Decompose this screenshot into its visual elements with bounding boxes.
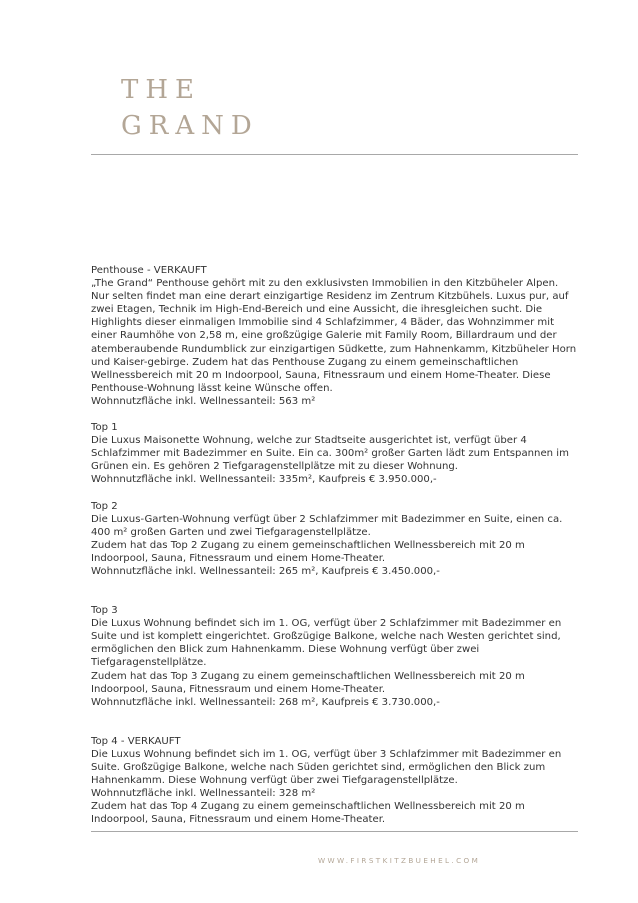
section-top-3 [91,604,578,709]
section-heading: Top 1 [91,422,118,434]
property-listing-text [91,264,578,826]
section-area-price: Wohnnutzfläche inkl. Wellnessanteil: 335m², Kaufpreis € 3.950.000,- [91,474,437,486]
website-url[interactable]: WWW.FIRSTKITZBUEHEL.COM [318,856,481,865]
section-paragraph: Zudem hat das Top 2 Zugang zu einem gemeinschaftlichen Wellnessbereich mit 20 m Indoorpool, Sauna, Fitnessraum und einem Home-Theater. [91,539,525,564]
section-area: Wohnnutzfläche inkl. Wellnessanteil: 328 m² [91,788,316,800]
section-paragraph: Die Luxus Wohnung befindet sich im 1. OG, verfügt über 2 Schlafzimmer mit Badezimmer en Suite und ist komplett eingerichtet. Großzügige Balkone, welche nach Westen gerichtet sind, ermöglichen den Blick zum Hahnenkamm. Diese Wohnung verfügt über zwei Tiefgaragenstellplätze. [91,618,562,669]
section-paragraph: Die Luxus Maisonette Wohnung, welche zur Stadtseite ausgerichtet ist, verfügt über 4 Schlafzimmer mit Badezimmer en Suite. Ein ca. 300m² großer Garten lädt zum Entspannen im Grünen ein. Es gehören 2 Tiefgaragenstellplätze mit zu dieser Wohnung. [91,435,569,473]
footer-divider [91,831,578,832]
section-paragraph: Zudem hat das Top 3 Zugang zu einem gemeinschaftlichen Wellnessbereich mit 20 m Indoorpool, Sauna, Fitnessraum und einem Home-Theater. [91,670,525,695]
section-heading: Top 4 - VERKAUFT [91,735,181,747]
spacer [91,709,578,735]
section-paragraph: „The Grand“ Penthouse gehört mit zu den exklusivsten Immobilien in den Kitzbüheler Alpen. [91,278,559,290]
section-heading: Top 3 [91,605,118,617]
section-area-price: Wohnnutzfläche inkl. Wellnessanteil: 268 m², Kaufpreis € 3.730.000,- [91,696,440,708]
section-heading: Penthouse - VERKAUFT [91,265,207,276]
section-paragraph: Die Luxus-Garten-Wohnung verfügt über 2 Schlafzimmer mit Badezimmer en Suite, einen ca. 400 m² großen Garten und zwei Tiefgaragenstellplätze. [91,513,563,538]
section-paragraph: Zudem hat das Top 4 Zugang zu einem gemeinschaftlichen Wellnessbereich mit 20 m Indoorpool, Sauna, Fitnessraum und einem Home-Theater. [91,801,525,826]
section-paragraph: Nur selten findet man eine derart einzigartige Residenz im Zentrum Kitzbühels. Luxus pur, auf zwei Etagen, Technik im High-End-Bereich und eine Aussicht, die ihresgleichen sucht. Die Highlights dieser einmaligen Immobilie sind 4 Schlafzimmer, 4 Bäder, das Wohnzimmer mit einer Raumhöhe von 2,58 m, eine großzügige Galerie mit Family Room, Billardraum und der atemberaubende Rundumblick zur einzigartigen Südkette, zum Hahnenkamm, Kitzbüheler Horn und Kaiser-gebirge. Zudem hat das Penthouse Zugang zu einem gemeinschaftlichen Wellnessbereich mit 20 m Indoorpool, Sauna, Fitnessraum und einem Home-Theater. Diese Penthouse-Wohnung lässt keine Wünsche offen. [91,291,577,394]
section-top-1 [91,421,578,486]
section-top-2 [91,500,578,579]
spacer [91,487,578,500]
brand-title-line-2: GRAND [121,111,259,141]
section-heading: Top 2 [91,500,118,512]
section-top-4 [91,735,578,827]
section-penthouse [91,264,578,408]
section-area: Wohnnutzfläche inkl. Wellnessanteil: 563 m² [91,395,316,407]
section-paragraph: Die Luxus Wohnung befindet sich im 1. OG, verfügt über 3 Schlafzimmer mit Badezimmer en Suite. Großzügige Balkone, welche nach Süden gerichtet sind, ermöglichen den Blick zum Hahnenkamm. Diese Wohnung verfügt über zwei Tiefgaragenstellplätze. [91,748,562,787]
brand-title [121,72,259,144]
section-area-price: Wohnnutzfläche inkl. Wellnessanteil: 265 m², Kaufpreis € 3.450.000,- [91,565,440,577]
header-divider [91,154,578,155]
spacer [91,578,578,604]
brand-title-line-1: THE [121,75,201,105]
spacer [91,408,578,421]
